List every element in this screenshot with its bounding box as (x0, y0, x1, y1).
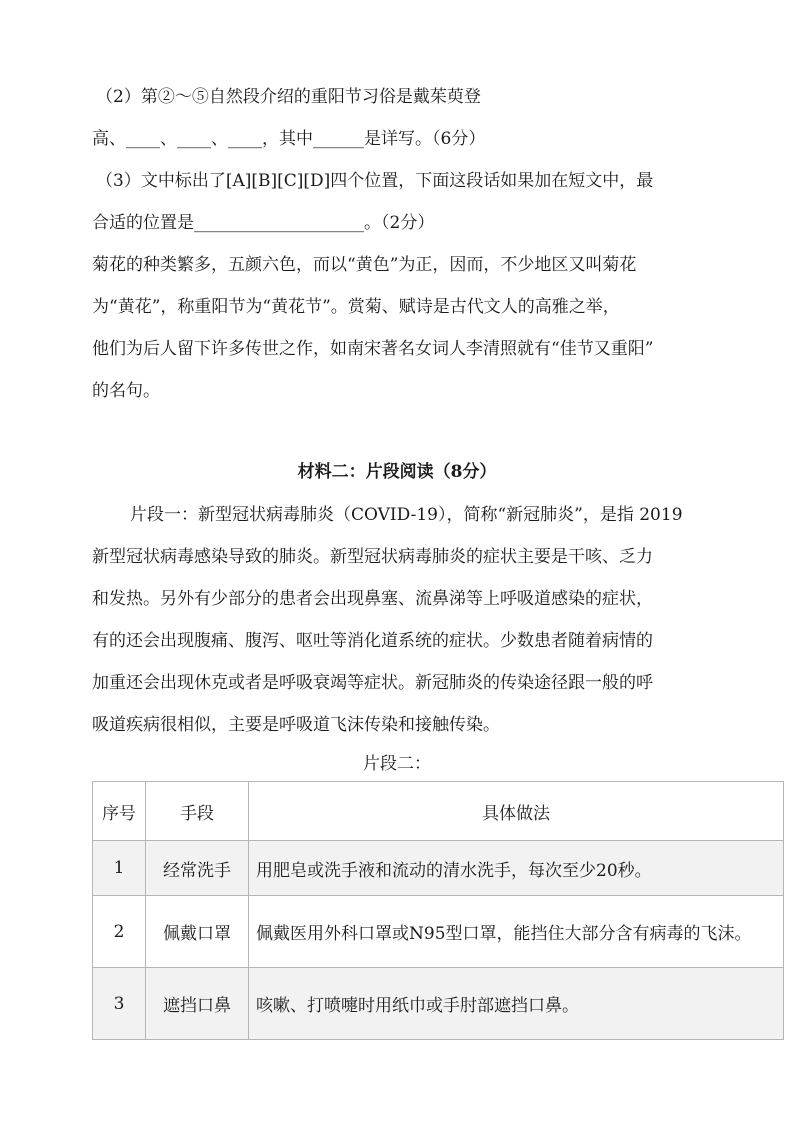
insert-passage-line: 菊花的种类繁多，五颜六色，而以“黄色”为正，因而，不少地区又叫菊花 (92, 255, 637, 275)
question-3-line-1: （3）文中标出了[A][B][C][D]四个位置，下面这段话如果加在短文中，最 (96, 171, 654, 191)
insert-passage-line: 为“黄花”，称重阳节为“黄花节”。赏菊、赋诗是古代文人的高雅之举， (92, 297, 620, 317)
row-detail: 咳嗽、打喷嚏时用纸巾或手肘部遮挡口鼻。 (249, 968, 784, 1040)
table-row (93, 896, 784, 968)
row-num: 2 (93, 896, 146, 968)
header-num: 序号 (93, 782, 146, 841)
question-3-line-2: 合适的位置是____________________。（2分） (92, 213, 435, 233)
row-detail: 佩戴医用外科口罩或N95型口罩，能挡住大部分含有病毒的飞沫。 (249, 896, 784, 968)
row-method: 经常洗手 (146, 841, 249, 896)
fragment-1-line: 有的还会出现腹痛、腹泻、呕吐等消化道系统的症状。少数患者随着病情的 (92, 631, 653, 651)
table-row (93, 968, 784, 1040)
insert-passage-line: 他们为后人留下许多传世之作，如南宋著名女词人李清照就有“佳节又重阳” (92, 339, 654, 359)
fragment-1-line: 吸道疾病很相似，主要是呼吸道飞沫传染和接触传染。 (92, 715, 500, 735)
section-title: 材料二：片段阅读（8分） (297, 462, 497, 482)
fragment-1-line: 片段一：新型冠状病毒肺炎（COVID-19），简称“新冠肺炎”，是指 2019 (130, 505, 683, 525)
row-method: 遮挡口鼻 (146, 968, 249, 1040)
row-detail: 用肥皂或洗手液和流动的清水洗手，每次至少20秒。 (249, 841, 784, 896)
table-header-row (93, 782, 784, 841)
table-row (93, 841, 784, 896)
fragment-2-caption: 片段二： (363, 754, 431, 774)
question-2-line-2: 高、____、____、____，其中______是详写。（6分） (92, 129, 486, 149)
fragment-1-line: 新型冠状病毒感染导致的肺炎。新型冠状病毒肺炎的症状主要是干咳、乏力 (92, 547, 653, 567)
header-detail: 具体做法 (249, 782, 784, 841)
row-num: 1 (93, 841, 146, 896)
question-2-line-1: （2）第②～⑤自然段介绍的重阳节习俗是戴茱萸登 (96, 87, 481, 107)
row-num: 3 (93, 968, 146, 1040)
header-method: 手段 (146, 782, 249, 841)
row-method: 佩戴口罩 (146, 896, 249, 968)
prevention-table (92, 781, 784, 1040)
fragment-1-line: 加重还会出现休克或者是呼吸衰竭等症状。新冠肺炎的传染途径跟一般的呼 (92, 673, 653, 693)
insert-passage-line: 的名句。 (92, 381, 160, 401)
fragment-1-line: 和发热。另外有少部分的患者会出现鼻塞、流鼻涕等上呼吸道感染的症状， (92, 589, 653, 609)
